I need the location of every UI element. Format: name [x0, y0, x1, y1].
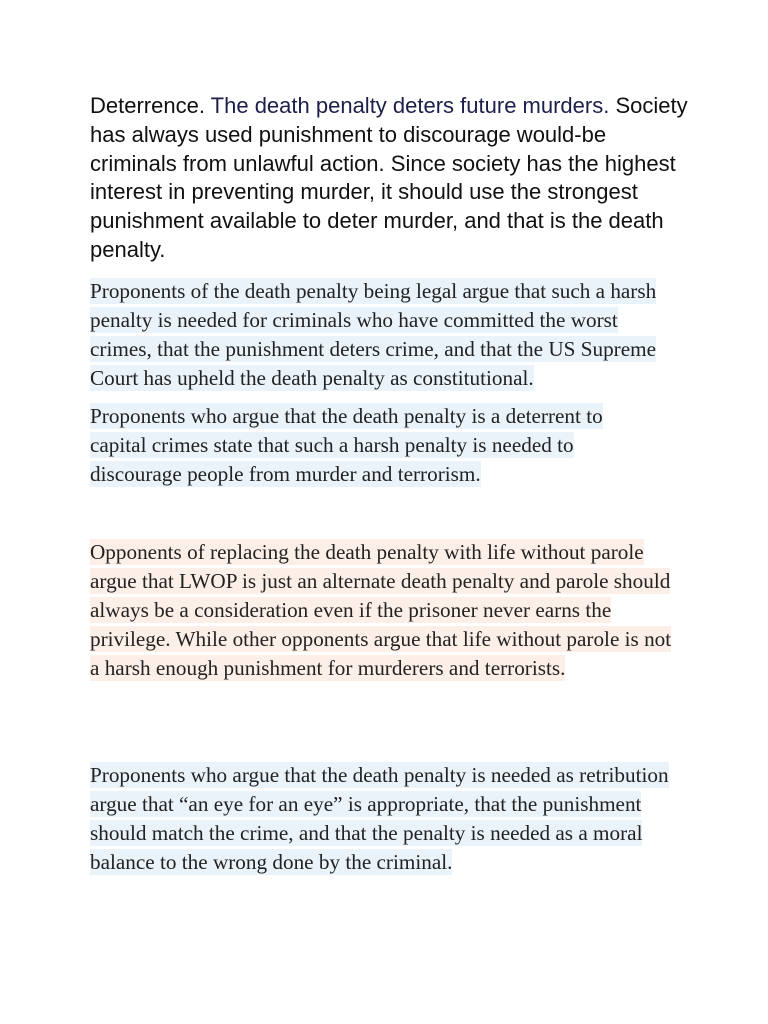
paragraph-text: Proponents who argue that the death penalty is needed as retribution argue that “an eye for an eye” is appropriate, that the punishment should match the crime, and that the penalty is needed as a moral balance to the wrong done by the criminal.	[90, 763, 669, 874]
highlighted-paragraph-lwop-opponents	[90, 538, 680, 683]
highlighted-paragraph-retribution	[90, 761, 690, 877]
intro-body: Society has always used punishment to discourage would-be criminals from unlawful action. Since society has the highest interest in preventing murder, it should use the strongest punishment available to deter murder, and that is the death penalty.	[90, 93, 688, 262]
intro-term: Deterrence.	[90, 93, 205, 118]
paragraph-text: Proponents who argue that the death penalty is a deterrent to capital crimes state that such a harsh penalty is needed to discourage people from murder and terrorism.	[90, 404, 603, 486]
paragraph-text: Proponents of the death penalty being legal argue that such a harsh penalty is needed for criminals who have committed the worst crimes, that the punishment deters crime, and that the US Supreme Court has upheld the death penalty as constitutional.	[90, 279, 657, 390]
intro-paragraph	[90, 92, 690, 265]
highlighted-paragraph-deterrent	[90, 402, 660, 489]
highlighted-paragraph-legal-argument	[90, 277, 680, 393]
intro-lead-sentence: The death penalty deters future murders.	[210, 93, 610, 118]
paragraph-text: Opponents of replacing the death penalty with life without parole argue that LWOP is just an alternate death penalty and parole should always be a consideration even if the prisoner never earns the privilege. While other opponents argue that life without parole is not a harsh enough punishment for murderers and terrorists.	[90, 540, 672, 680]
